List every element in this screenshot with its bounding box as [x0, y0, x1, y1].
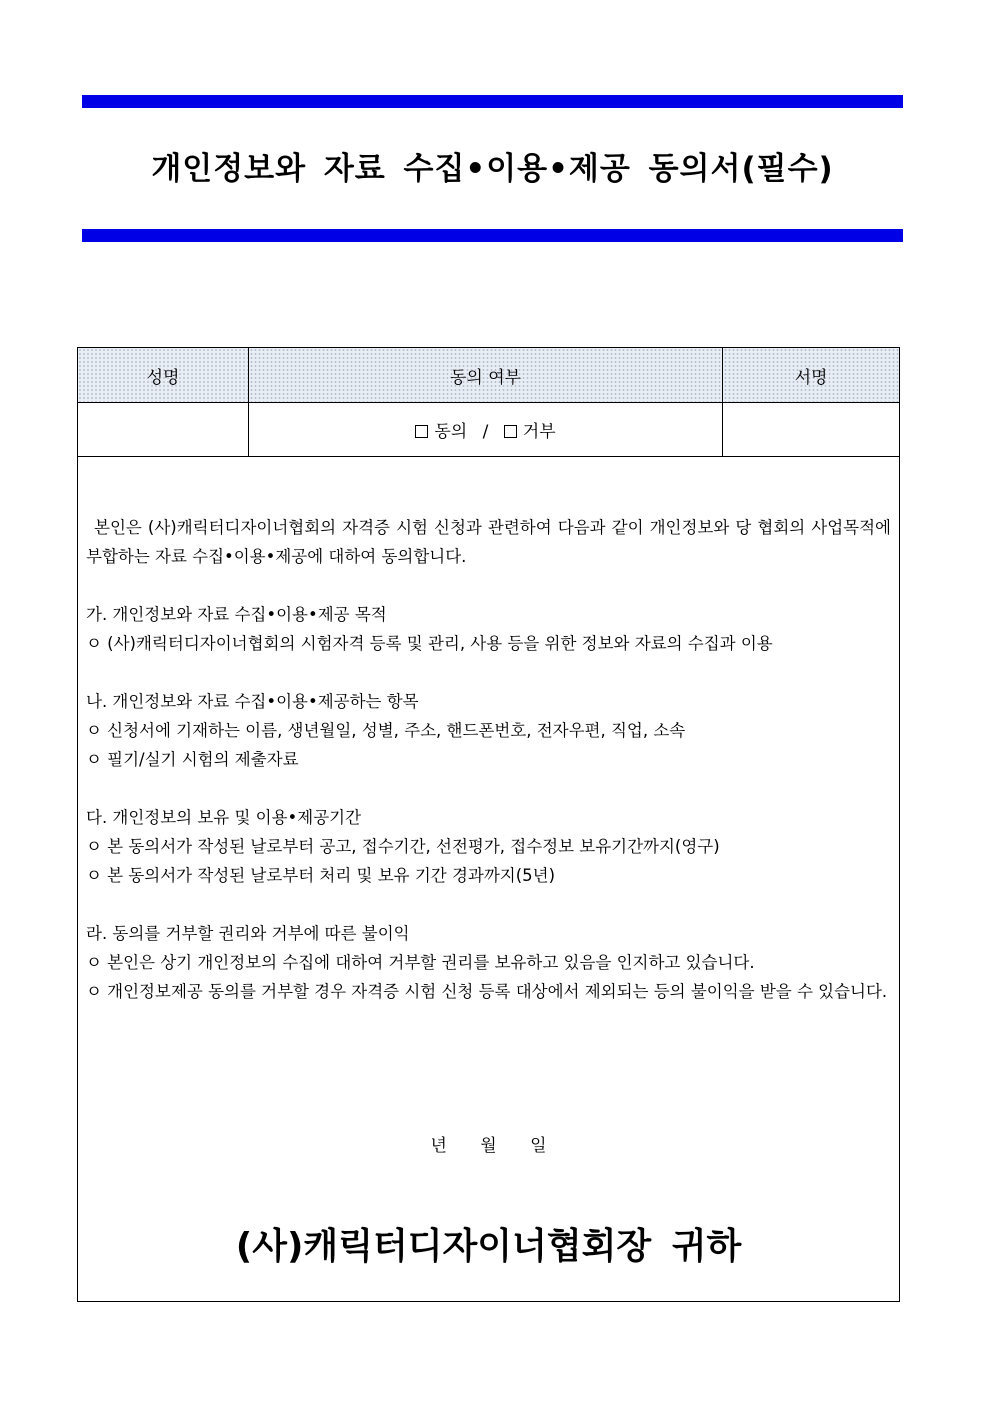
- header-signature: 서명: [723, 348, 900, 403]
- page-title: 개인정보와 자료 수집•이용•제공 동의서(필수): [151, 151, 834, 187]
- agree-checkbox[interactable]: [415, 425, 428, 438]
- consent-form-box: [77, 347, 900, 1302]
- section-heading-period: 다. 개인정보의 보유 및 이용•제공기간: [86, 808, 362, 827]
- option-separator: /: [482, 422, 489, 442]
- refuse-label: 거부: [522, 422, 556, 442]
- section-heading-refusal: 라. 동의를 거부할 권리와 거부에 따른 불이익: [86, 924, 410, 943]
- name-field[interactable]: [78, 403, 249, 457]
- section-item: ㅇ (사)캐릭터디자이너협회의 시험자격 등록 및 관리, 사용 등을 위한 정보와 자료의 수집과 이용: [86, 634, 773, 653]
- addressee: (사)캐릭터디자이너협회장 귀하: [235, 1226, 742, 1267]
- consent-table: [78, 348, 899, 457]
- agree-option[interactable]: [415, 422, 472, 442]
- refuse-option[interactable]: [504, 422, 556, 442]
- section-heading-items: 나. 개인정보와 자료 수집•이용•제공하는 항목: [86, 692, 419, 711]
- consent-options: [249, 403, 723, 457]
- title-bar-bottom: [82, 229, 903, 242]
- signature-field[interactable]: [723, 403, 900, 457]
- consent-body: [86, 513, 891, 1006]
- section-item: ㅇ 본 동의서가 작성된 날로부터 처리 및 보유 기간 경과까지(5년): [86, 866, 556, 885]
- intro-paragraph: 본인은 (사)캐릭터디자이너협회의 자격증 시험 신청과 관련하여 다음과 같이 개인정보와 당 협회의 사업목적에 부합하는 자료 수집•이용•제공에 대하여 동의합니다.: [86, 518, 891, 566]
- table-header-row: [78, 348, 899, 403]
- section-item: ㅇ 본인은 상기 개인정보의 수집에 대하여 거부할 권리를 보유하고 있음을 인지하고 있습니다.: [86, 953, 755, 972]
- section-item: ㅇ 개인정보제공 동의를 거부할 경우 자격증 시험 신청 등록 대상에서 제외되는 등의 불이익을 받을 수 있습니다.: [86, 982, 888, 1001]
- section-item: ㅇ 신청서에 기재하는 이름, 생년월일, 성별, 주소, 핸드폰번호, 전자우편, 직업, 소속: [86, 721, 686, 740]
- agree-label: 동의: [434, 422, 468, 442]
- section-item: ㅇ 필기/실기 시험의 제출자료: [86, 750, 299, 769]
- header-consent: 동의 여부: [249, 348, 723, 403]
- header-name: 성명: [78, 348, 249, 403]
- table-input-row: [78, 403, 899, 457]
- refuse-checkbox[interactable]: [504, 425, 517, 438]
- title-bar-top: [82, 95, 903, 108]
- date-line: 년 월 일: [430, 1136, 547, 1156]
- section-heading-purpose: 가. 개인정보와 자료 수집•이용•제공 목적: [86, 605, 387, 624]
- section-item: ㅇ 본 동의서가 작성된 날로부터 공고, 접수기간, 선전평가, 접수정보 보유기간까지(영구): [86, 837, 720, 856]
